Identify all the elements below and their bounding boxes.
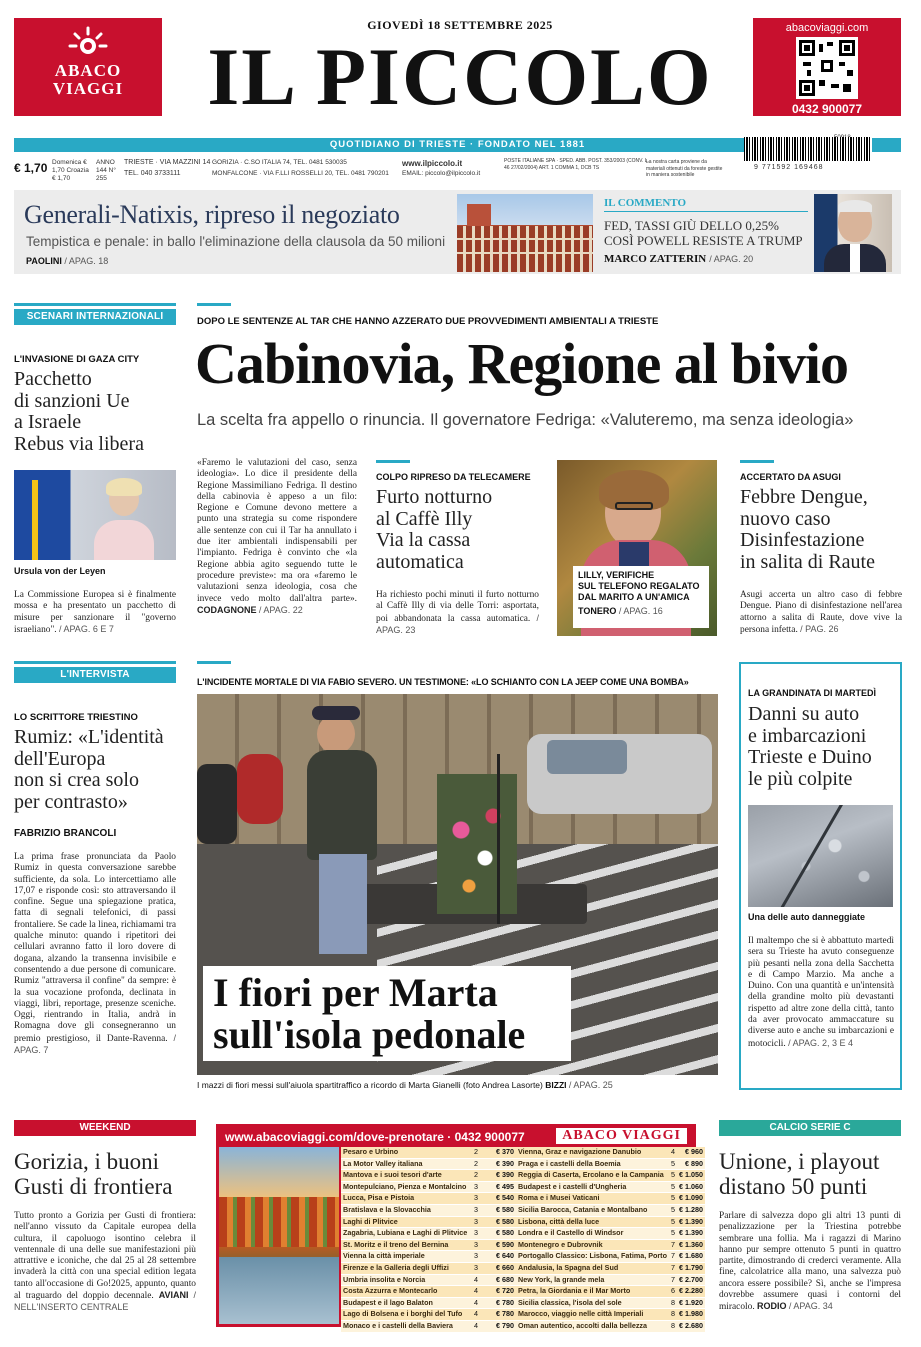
dengue-page: / PAG. 26 xyxy=(800,623,839,634)
trip-days: 4 xyxy=(471,1286,481,1298)
intervista-rule xyxy=(14,661,176,664)
intervista-headline-1: Rumiz: «L'identità xyxy=(14,726,164,748)
grandinata-body-text: Il maltempo che si è abbattuto martedì sera su Trieste ha avuto conseguenze più pesanti nella zona della Sacchetta e di Campo Marzio. Ma anche a Duino. Con una quantità e un'intensità della grandine molto più devastanti rispetto ad altre zone della città, tanto da aver provocato ammaccature su diverse auto e anche su imbarcazioni e motocicli. xyxy=(748,936,894,1049)
trip-name: Roma e i Musei Vaticani xyxy=(516,1193,669,1205)
trip-price: € 720 xyxy=(481,1286,516,1298)
furto-body xyxy=(376,590,539,637)
main-headline[interactable]: Cabinovia, Regione al bivio xyxy=(195,331,848,396)
trip-days: 4 xyxy=(471,1297,481,1309)
trip-price: € 390 xyxy=(481,1170,516,1182)
ad-trip-row[interactable] xyxy=(516,1309,705,1321)
trip-days: 3 xyxy=(471,1251,481,1263)
trip-days: 8 xyxy=(669,1320,677,1332)
trip-price: € 680 xyxy=(481,1274,516,1286)
trip-name: Praga e i castelli della Boemia xyxy=(516,1158,669,1170)
trip-days: 3 xyxy=(471,1262,481,1274)
trip-price: € 2.680 xyxy=(677,1320,705,1332)
scenari-rule xyxy=(14,303,176,306)
trip-days: 5 xyxy=(669,1204,677,1216)
trip-name: Oman autentico, accolti dalla bellezza xyxy=(516,1320,669,1332)
grandinata-headline-2: e imbarcazioni xyxy=(748,724,867,747)
trip-name: Portogallo Classico: Lisbona, Fatima, Porto xyxy=(516,1251,669,1263)
trip-days: 7 xyxy=(669,1274,677,1286)
calcio-tag: CALCIO SERIE C xyxy=(719,1120,901,1136)
ad-trip-row[interactable] xyxy=(341,1193,516,1205)
furto-rule xyxy=(376,460,410,463)
trip-name: Petra, la Giordania e il Mar Morto xyxy=(516,1286,669,1298)
trip-days: 8 xyxy=(669,1297,677,1309)
trip-price: € 890 xyxy=(677,1158,705,1170)
price-note: Domenica € 1,70 Croazia € 1,70 xyxy=(52,159,89,182)
ad-trip-row[interactable] xyxy=(516,1274,705,1286)
grandinata-page: / APAG. 2, 3 E 4 xyxy=(788,1037,853,1048)
fiori-page: / APAG. 25 xyxy=(568,1080,613,1090)
calcio-headline[interactable] xyxy=(719,1150,909,1200)
ad-trip-row[interactable] xyxy=(341,1170,516,1182)
trip-days: 2 xyxy=(471,1170,481,1182)
ad-trip-row[interactable] xyxy=(341,1309,516,1321)
trip-days: 3 xyxy=(471,1228,481,1240)
furto-headline[interactable] xyxy=(376,487,546,573)
grandinata-body xyxy=(748,936,894,1050)
top-story-byline xyxy=(26,256,108,266)
fiori-headline-1: I fiori per Marta xyxy=(213,970,498,1015)
ad-trip-row[interactable] xyxy=(341,1320,516,1332)
main-subhead: La scelta fra appello o rinuncia. Il governatore Fedriga: «Valuteremo, ma senza ideologia» xyxy=(197,411,854,429)
ad-trip-row[interactable] xyxy=(341,1181,516,1193)
ad-trip-row[interactable] xyxy=(516,1147,705,1158)
weekend-tag: WEEKEND xyxy=(14,1120,196,1136)
trip-days: 8 xyxy=(669,1309,677,1321)
trip-price: € 540 xyxy=(481,1193,516,1205)
grandinata-headline-1: Danni su auto xyxy=(748,703,860,725)
trieste-tel: TEL. 040 3733111 xyxy=(124,170,181,177)
trip-name: New York, la grande mela xyxy=(516,1274,669,1286)
ad-trip-row[interactable] xyxy=(516,1286,705,1298)
furto-headline-4: automatica xyxy=(376,550,464,573)
furto-headline-1: Furto notturno xyxy=(376,486,493,508)
commento-page: / APAG. 20 xyxy=(709,254,754,264)
top-story-page: / APAG. 18 xyxy=(64,256,109,266)
grandinata-kicker: LA GRANDINATA DI MARTEDÌ xyxy=(748,688,876,698)
trip-price: € 1.920 xyxy=(677,1297,705,1309)
trip-name: Londra e il Castello di Windsor xyxy=(516,1228,669,1240)
weekend-body-text: Tutto pronto a Gorizia per Gusti di frontiera: nell'anno vissuto da Capitale europea della cultura, il capoluogo isontino celebra il ventennale di una delle sue manifestazioni più attrattive e iconiche, che dal 25 al 28 settembre invaderà la città con una special edition legata tanto all'occasione di Go!2025, appunto, quanto al traguardo del doppio decennale. xyxy=(14,1211,196,1302)
qr-code-icon xyxy=(796,37,858,99)
commento-author: MARCO ZATTERIN xyxy=(604,253,707,265)
trip-name: Lago di Bolsena e i borghi del Tufo xyxy=(341,1309,471,1321)
trip-name: La Motor Valley italiana xyxy=(341,1158,471,1170)
furto-page: / APAG. 23 xyxy=(376,612,540,635)
ad-trip-row[interactable] xyxy=(516,1216,705,1228)
grandinata-headline-4: le più colpite xyxy=(748,767,853,790)
main-rule xyxy=(197,303,231,306)
lilly-page: / APAG. 16 xyxy=(618,606,663,616)
info-bar xyxy=(14,157,901,181)
barcode-icon xyxy=(744,137,872,161)
top-story-headline[interactable]: Generali-Natixis, ripreso il negoziato xyxy=(24,200,400,229)
trip-price: € 1.060 xyxy=(677,1181,705,1193)
intervista-body-text: La prima frase pronunciata da Paolo Rumiz in questa conversazione sarebbe sufficiente, da sola. Lo intercettiamo alle 17,07 e risponde così: sto attraversando il confine. Segue una spiegazione pratica, fatta di segnali telefonici, di passi frontaliere. Se cade la linea, richiamami tra qualche minuto: quando i ripetitori dei cellulari avranno fatto il loro dovere di dogana, alzando la transenna invisibile e consentendo a due persone di comunicare. Rumiz "attraversa il confine" da sempre: è la sua vocazione profonda, declinata in viaggi, libri, reportage, presenze sceniche. Oggi, rientrando in Italia, andrà in Romagna dove gli consegneranno un premio prestigioso, il Dante-Ravenna. xyxy=(14,852,176,1044)
trip-name: Umbria insolita e Norcia xyxy=(341,1274,471,1286)
dengue-headline-2: nuovo caso xyxy=(740,507,831,530)
ad-left-table xyxy=(341,1147,516,1333)
intervista-kicker: LO SCRITTORE TRIESTINO xyxy=(14,712,138,723)
scenari-headline-4: Rebus via libera xyxy=(14,432,144,455)
furto-body-text: Ha richiesto pochi minuti il furto notturno al Caffè Illy di via delle Torri: asportata, poi abbandonata la cassa automatica. xyxy=(376,590,539,624)
lilly-author: TONERO xyxy=(578,606,617,616)
lilly-caption-box xyxy=(573,566,709,628)
trip-days: 5 xyxy=(669,1170,677,1182)
ad-right-table xyxy=(516,1147,705,1333)
commento-divider xyxy=(604,211,808,212)
ad-trip-row[interactable] xyxy=(516,1239,705,1251)
grandinata-headline[interactable] xyxy=(748,704,903,790)
trip-name: Marocco, viaggio nelle città Imperiali xyxy=(516,1309,669,1321)
trip-name: Zagabria, Lubiana e Laghi di Plitvice xyxy=(341,1228,471,1240)
paper-note: La nostra carta proviene da materiali ottenuti da foreste gestite in maniera sostenibile xyxy=(646,159,723,178)
scenari-tag: SCENARI INTERNAZIONALI xyxy=(14,309,176,325)
lake-landscape-photo xyxy=(219,1147,339,1324)
ad-trip-row[interactable] xyxy=(341,1286,516,1298)
gorizia-address: GORIZIA · C.SO ITALIA 74, TEL. 0481 530035 xyxy=(212,159,347,166)
trip-name: Budapest e i castelli d'Ungheria xyxy=(516,1181,669,1193)
fiori-headline-box[interactable] xyxy=(203,966,571,1061)
weekend-body xyxy=(14,1211,196,1315)
trip-name: Monaco e i castelli della Baviera xyxy=(341,1320,471,1332)
dengue-headline-3: Disinfestazione xyxy=(740,529,865,552)
lilly-caption-3: DAL MARITO A UN'AMICA xyxy=(578,592,690,602)
trip-price: € 780 xyxy=(481,1297,516,1309)
ad-url: abacoviaggi.com xyxy=(785,22,869,34)
weekend-headline-1: Gorizia, i buoni xyxy=(14,1149,159,1174)
grandinata-headline-3: Trieste e Duino xyxy=(748,746,872,769)
trip-name: Laghi di Plitvice xyxy=(341,1216,471,1228)
weekend-headline-2: Gusti di frontiera xyxy=(14,1173,173,1199)
trip-days: 5 xyxy=(669,1158,677,1170)
brand-line2: VIAGGI xyxy=(52,79,124,98)
generali-building-photo xyxy=(457,194,593,272)
trip-price: € 780 xyxy=(481,1309,516,1321)
trip-days: 5 xyxy=(669,1181,677,1193)
calcio-body xyxy=(719,1211,901,1314)
trip-name: Montepulciano, Pienza e Montalcino xyxy=(341,1181,471,1193)
fiori-caption-text: I mazzi di fiori messi sull'aiuola spartitraffico a ricordo di Marta Gianelli (foto Andrea Lasorte) xyxy=(197,1080,543,1090)
website-link[interactable]: www.ilpiccolo.it xyxy=(402,159,463,168)
postal-info: POSTE ITALIANE SPA · SPED. ABB. POST. 353/2003 (CONV. L. 46 27/02/2004) ART. 1 COMMA 1, DCB TS xyxy=(504,158,649,171)
trip-days: 3 xyxy=(471,1239,481,1251)
calcio-headline-1: Unione, i playout xyxy=(719,1149,880,1174)
trip-days: 6 xyxy=(669,1286,677,1298)
trieste-address: TRIESTE · VIA MAZZINI 14 xyxy=(124,159,211,166)
ad-trip-row[interactable] xyxy=(516,1262,705,1274)
trip-price: € 1.280 xyxy=(677,1204,705,1216)
trip-name: Vienna la città imperiale xyxy=(341,1251,471,1263)
dengue-body xyxy=(740,590,902,636)
trip-price: € 495 xyxy=(481,1181,516,1193)
abaco-ad-right[interactable] xyxy=(753,18,901,116)
trip-name: Bratislava e la Slovacchia xyxy=(341,1204,471,1216)
trip-price: € 580 xyxy=(481,1204,516,1216)
scenari-body-text: La Commissione Europea si è finalmente mossa e ha presentato un pacchetto di misure per sanzionare il "governo israeliano". xyxy=(14,590,176,635)
furto-kicker: COLPO RIPRESO DA TELECAMERE xyxy=(376,472,531,482)
trip-days: 4 xyxy=(669,1147,677,1158)
weekend-page: / NELL'INSERTO CENTRALE xyxy=(14,1290,197,1313)
trip-price: € 1.980 xyxy=(677,1309,705,1321)
trip-days: 3 xyxy=(471,1181,481,1193)
furto-headline-3: Via la cassa xyxy=(376,529,471,552)
monfalcone-address: MONFALCONE · VIA F.LLI ROSSELLI 20, TEL. 0481 790201 xyxy=(212,170,389,177)
hail-car-photo xyxy=(748,805,893,907)
trip-name: Mantova e i suoi tesori d'arte xyxy=(341,1170,471,1182)
barcode-number: 9 771592 169468 xyxy=(754,164,824,171)
scenari-caption: Ursula von der Leyen xyxy=(14,566,106,576)
trip-name: St. Moritz e il treno del Bernina xyxy=(341,1239,471,1251)
trip-price: € 660 xyxy=(481,1262,516,1274)
trip-name: Lisbona, città della luce xyxy=(516,1216,669,1228)
main-body xyxy=(197,458,357,617)
ad-trip-row[interactable] xyxy=(516,1170,705,1182)
trip-name: Sicilia Barocca, Catania e Montalbano xyxy=(516,1204,669,1216)
incidente-rule xyxy=(197,661,231,664)
commento-headline-1[interactable]: FED, TASSI GIÙ DELLO 0,25% xyxy=(604,218,779,233)
ad-trip-row[interactable] xyxy=(341,1158,516,1170)
scenari-page: / APAG. 6 E 7 xyxy=(58,623,114,634)
fiori-headline-2: sull'isola pedonale xyxy=(213,1012,526,1057)
dengue-headline-1: Febbre Dengue, xyxy=(740,486,868,508)
trip-name: Reggia di Caserta, Ercolano e la Campania xyxy=(516,1170,669,1182)
trip-price: € 1.090 xyxy=(677,1193,705,1205)
top-story-subhead: Tempistica e penale: in ballo l'eliminazione della clausola da 50 milioni xyxy=(26,234,446,249)
trip-price: € 1.050 xyxy=(677,1170,705,1182)
ad-trip-row[interactable] xyxy=(516,1320,705,1332)
intervista-author-top: FABRIZIO BRANCOLI xyxy=(14,828,117,839)
trip-price: € 2.280 xyxy=(677,1286,705,1298)
dengue-headline[interactable] xyxy=(740,487,905,573)
ad-trip-row[interactable] xyxy=(341,1147,516,1158)
weekend-author: AVIANI xyxy=(158,1290,189,1301)
ad-trip-row[interactable] xyxy=(516,1193,705,1205)
sun-logo-icon xyxy=(68,26,108,62)
weekend-headline[interactable] xyxy=(14,1150,204,1200)
main-author: CODAGNONE xyxy=(197,604,257,615)
trip-days: 2 xyxy=(471,1147,481,1158)
trip-price: € 2.700 xyxy=(677,1274,705,1286)
ad-trip-row[interactable] xyxy=(341,1251,516,1263)
scenari-headline[interactable] xyxy=(14,369,184,455)
trip-days: 2 xyxy=(471,1158,481,1170)
ad-trip-row[interactable] xyxy=(341,1297,516,1309)
calcio-headline-2: distano 50 punti xyxy=(719,1173,868,1199)
trip-name: Vienna, Graz e navigazione Danubio xyxy=(516,1147,669,1158)
main-body-text: «Faremo le valutazioni del caso, senza ideologia». Lo dice il presidente della Regione Massimiliano Fedriga. Il destino della cabinovia è appeso a un filo: Regione e Comune devono mettere a punto una strategia su come rispondere alle sentenze con cui il Tar ha annullato i due iter ambientali indispensabili per l'impianto. Fedriga è convinto che «la Regione abbia agito seguendo tutte le procedure previste»: ma ora «faremo le valutazioni senza ideologia, cosa che invece vedo molto dall'altra parte». xyxy=(197,458,357,604)
scenari-body xyxy=(14,590,176,636)
trip-price: € 1.390 xyxy=(677,1228,705,1240)
email-link[interactable]: EMAIL: piccolo@ilpiccolo.it xyxy=(402,170,481,177)
powell-portrait xyxy=(814,194,892,272)
price: € 1,70 xyxy=(14,161,48,175)
top-story-author: PAOLINI xyxy=(26,256,62,266)
trip-name: Firenze e la Galleria degli Uffizi xyxy=(341,1262,471,1274)
intervista-headline[interactable] xyxy=(14,727,189,813)
trip-price: € 390 xyxy=(481,1158,516,1170)
trip-price: € 580 xyxy=(481,1228,516,1240)
edition-date: GIOVEDÌ 18 SETTEMBRE 2025 xyxy=(367,18,553,32)
trip-days: 7 xyxy=(669,1239,677,1251)
commento-label: IL COMMENTO xyxy=(604,197,687,209)
ad-trip-row[interactable] xyxy=(516,1158,705,1170)
ad-table-brand: ABACO VIAGGI xyxy=(556,1128,687,1144)
intervista-page: / APAG. 7 xyxy=(14,1032,177,1056)
commento-headline-2[interactable]: COSÌ POWELL RESISTE A TRUMP xyxy=(604,233,803,248)
intervista-headline-3: non si crea solo xyxy=(14,769,139,792)
scenari-headline-2: di sanzioni Ue xyxy=(14,389,130,412)
dengue-body-text: Asugi accerta un altro caso di febbre Dengue. Piano di disinfestazione nell'area attorno a salita di Raute, dove vive la persona infetta. xyxy=(740,590,902,635)
dengue-rule xyxy=(740,460,774,463)
trip-price: € 370 xyxy=(481,1147,516,1158)
ad-trip-row[interactable] xyxy=(516,1228,705,1240)
von-der-leyen-photo xyxy=(14,470,176,560)
trip-name: Andalusia, la Spagna del Sud xyxy=(516,1262,669,1274)
abaco-ad-left[interactable] xyxy=(14,18,162,116)
trip-price: € 580 xyxy=(481,1216,516,1228)
ad-trip-row[interactable] xyxy=(341,1204,516,1216)
abaco-travel-ad[interactable] xyxy=(216,1124,703,1330)
scenari-headline-1: Pacchetto xyxy=(14,368,92,390)
ad-trip-row[interactable] xyxy=(341,1274,516,1286)
trip-price: € 790 xyxy=(481,1320,516,1332)
intervista-tag: L'INTERVISTA xyxy=(14,667,176,683)
ad-trip-row[interactable] xyxy=(341,1216,516,1228)
scenari-headline-3: a Israele xyxy=(14,411,82,434)
incidente-kicker: L'INCIDENTE MORTALE DI VIA FABIO SEVERO. UN TESTIMONE: «LO SCHIANTO CON LA JEEP COME UNA BOMBA» xyxy=(197,677,689,687)
ad-trip-row[interactable] xyxy=(341,1239,516,1251)
trip-days: 5 xyxy=(669,1228,677,1240)
trip-name: Sicilia classica, l'isola del sole xyxy=(516,1297,669,1309)
fiori-author: BIZZI xyxy=(545,1080,567,1090)
trip-price: € 1.360 xyxy=(677,1239,705,1251)
ad-table-url[interactable]: www.abacoviaggi.com/dove-prenotare · 0432 900077 xyxy=(225,1130,525,1144)
trip-days: 4 xyxy=(471,1309,481,1321)
trip-name: Costa Azzurra e Montecarlo xyxy=(341,1286,471,1298)
trip-price: € 1.790 xyxy=(677,1262,705,1274)
trip-price: € 640 xyxy=(481,1251,516,1263)
furto-headline-2: al Caffè Illy xyxy=(376,507,473,530)
trip-price: € 1.390 xyxy=(677,1216,705,1228)
calcio-author: RODIO xyxy=(757,1301,787,1312)
calcio-body-text: Parlare di salvezza dopo gli altri 13 punti di penalizzazione per la Triestina potrebbe sembrare una follia. Ma i ragazzi di Marino hanno pur sempre ottenuto 5 punti in quattro partite, dimostrando di crederci veramente. Alla fine, calcolatrice alla mano, una salvezza può ancora essere possibile? Sì, anche se l'impresa dovrebbe assumere quasi i contorni del miracolo. xyxy=(719,1211,901,1313)
trip-price: € 590 xyxy=(481,1239,516,1251)
grandinata-caption: Una delle auto danneggiate xyxy=(748,912,866,922)
ad-trip-row[interactable] xyxy=(516,1204,705,1216)
trip-days: 7 xyxy=(669,1262,677,1274)
ad-trip-row[interactable] xyxy=(341,1228,516,1240)
tagline: QUOTIDIANO DI TRIESTE · FONDATO NEL 1881 xyxy=(329,139,586,150)
ad-trip-row[interactable] xyxy=(341,1262,516,1274)
calcio-page: / APAG. 34 xyxy=(788,1301,833,1312)
trip-name: Lucca, Pisa e Pistoia xyxy=(341,1193,471,1205)
intervista-headline-4: per contrasto» xyxy=(14,790,128,813)
commento-byline xyxy=(604,253,753,265)
brand-line1: ABACO xyxy=(54,61,122,80)
lilly-caption-2: SUL TELEFONO REGALATO xyxy=(578,581,700,591)
fiori-caption xyxy=(197,1080,718,1090)
trip-days: 3 xyxy=(471,1193,481,1205)
trip-price: € 960 xyxy=(677,1147,705,1158)
newspaper-title[interactable]: IL PICCOLO xyxy=(207,31,713,122)
intervista-body xyxy=(14,852,176,1057)
lilly-caption-1: LILLY, VERIFICHE xyxy=(578,570,655,580)
trip-days: 4 xyxy=(471,1274,481,1286)
trip-days: 7 xyxy=(669,1251,677,1263)
intervista-headline-2: dell'Europa xyxy=(14,747,106,770)
ad-trip-row[interactable] xyxy=(516,1251,705,1263)
trip-days: 4 xyxy=(471,1320,481,1332)
main-kicker: DOPO LE SENTENZE AL TAR CHE HANNO AZZERATO DUE PROVVEDIMENTI AMBIENTALI A TRIESTE xyxy=(197,316,659,327)
year-number: ANNO 144 N° 255 xyxy=(96,159,116,182)
trip-days: 3 xyxy=(471,1216,481,1228)
trip-name: Pesaro e Urbino xyxy=(341,1147,471,1158)
dengue-kicker: ACCERTATO DA ASUGI xyxy=(740,472,841,482)
trip-name: Montenegro e Dubrovnik xyxy=(516,1239,669,1251)
ad-phone: 0432 900077 xyxy=(791,102,863,116)
trip-days: 5 xyxy=(669,1216,677,1228)
ad-trip-row[interactable] xyxy=(516,1181,705,1193)
trip-name: Budapest e il lago Balaton xyxy=(341,1297,471,1309)
trip-days: 3 xyxy=(471,1204,481,1216)
dengue-headline-4: in salita di Raute xyxy=(740,550,875,573)
trip-price: € 1.680 xyxy=(677,1251,705,1263)
scenari-kicker: L'INVASIONE DI GAZA CITY xyxy=(14,354,140,365)
trip-days: 5 xyxy=(669,1193,677,1205)
main-page: / APAG. 22 xyxy=(258,604,303,615)
ad-trip-row[interactable] xyxy=(516,1297,705,1309)
